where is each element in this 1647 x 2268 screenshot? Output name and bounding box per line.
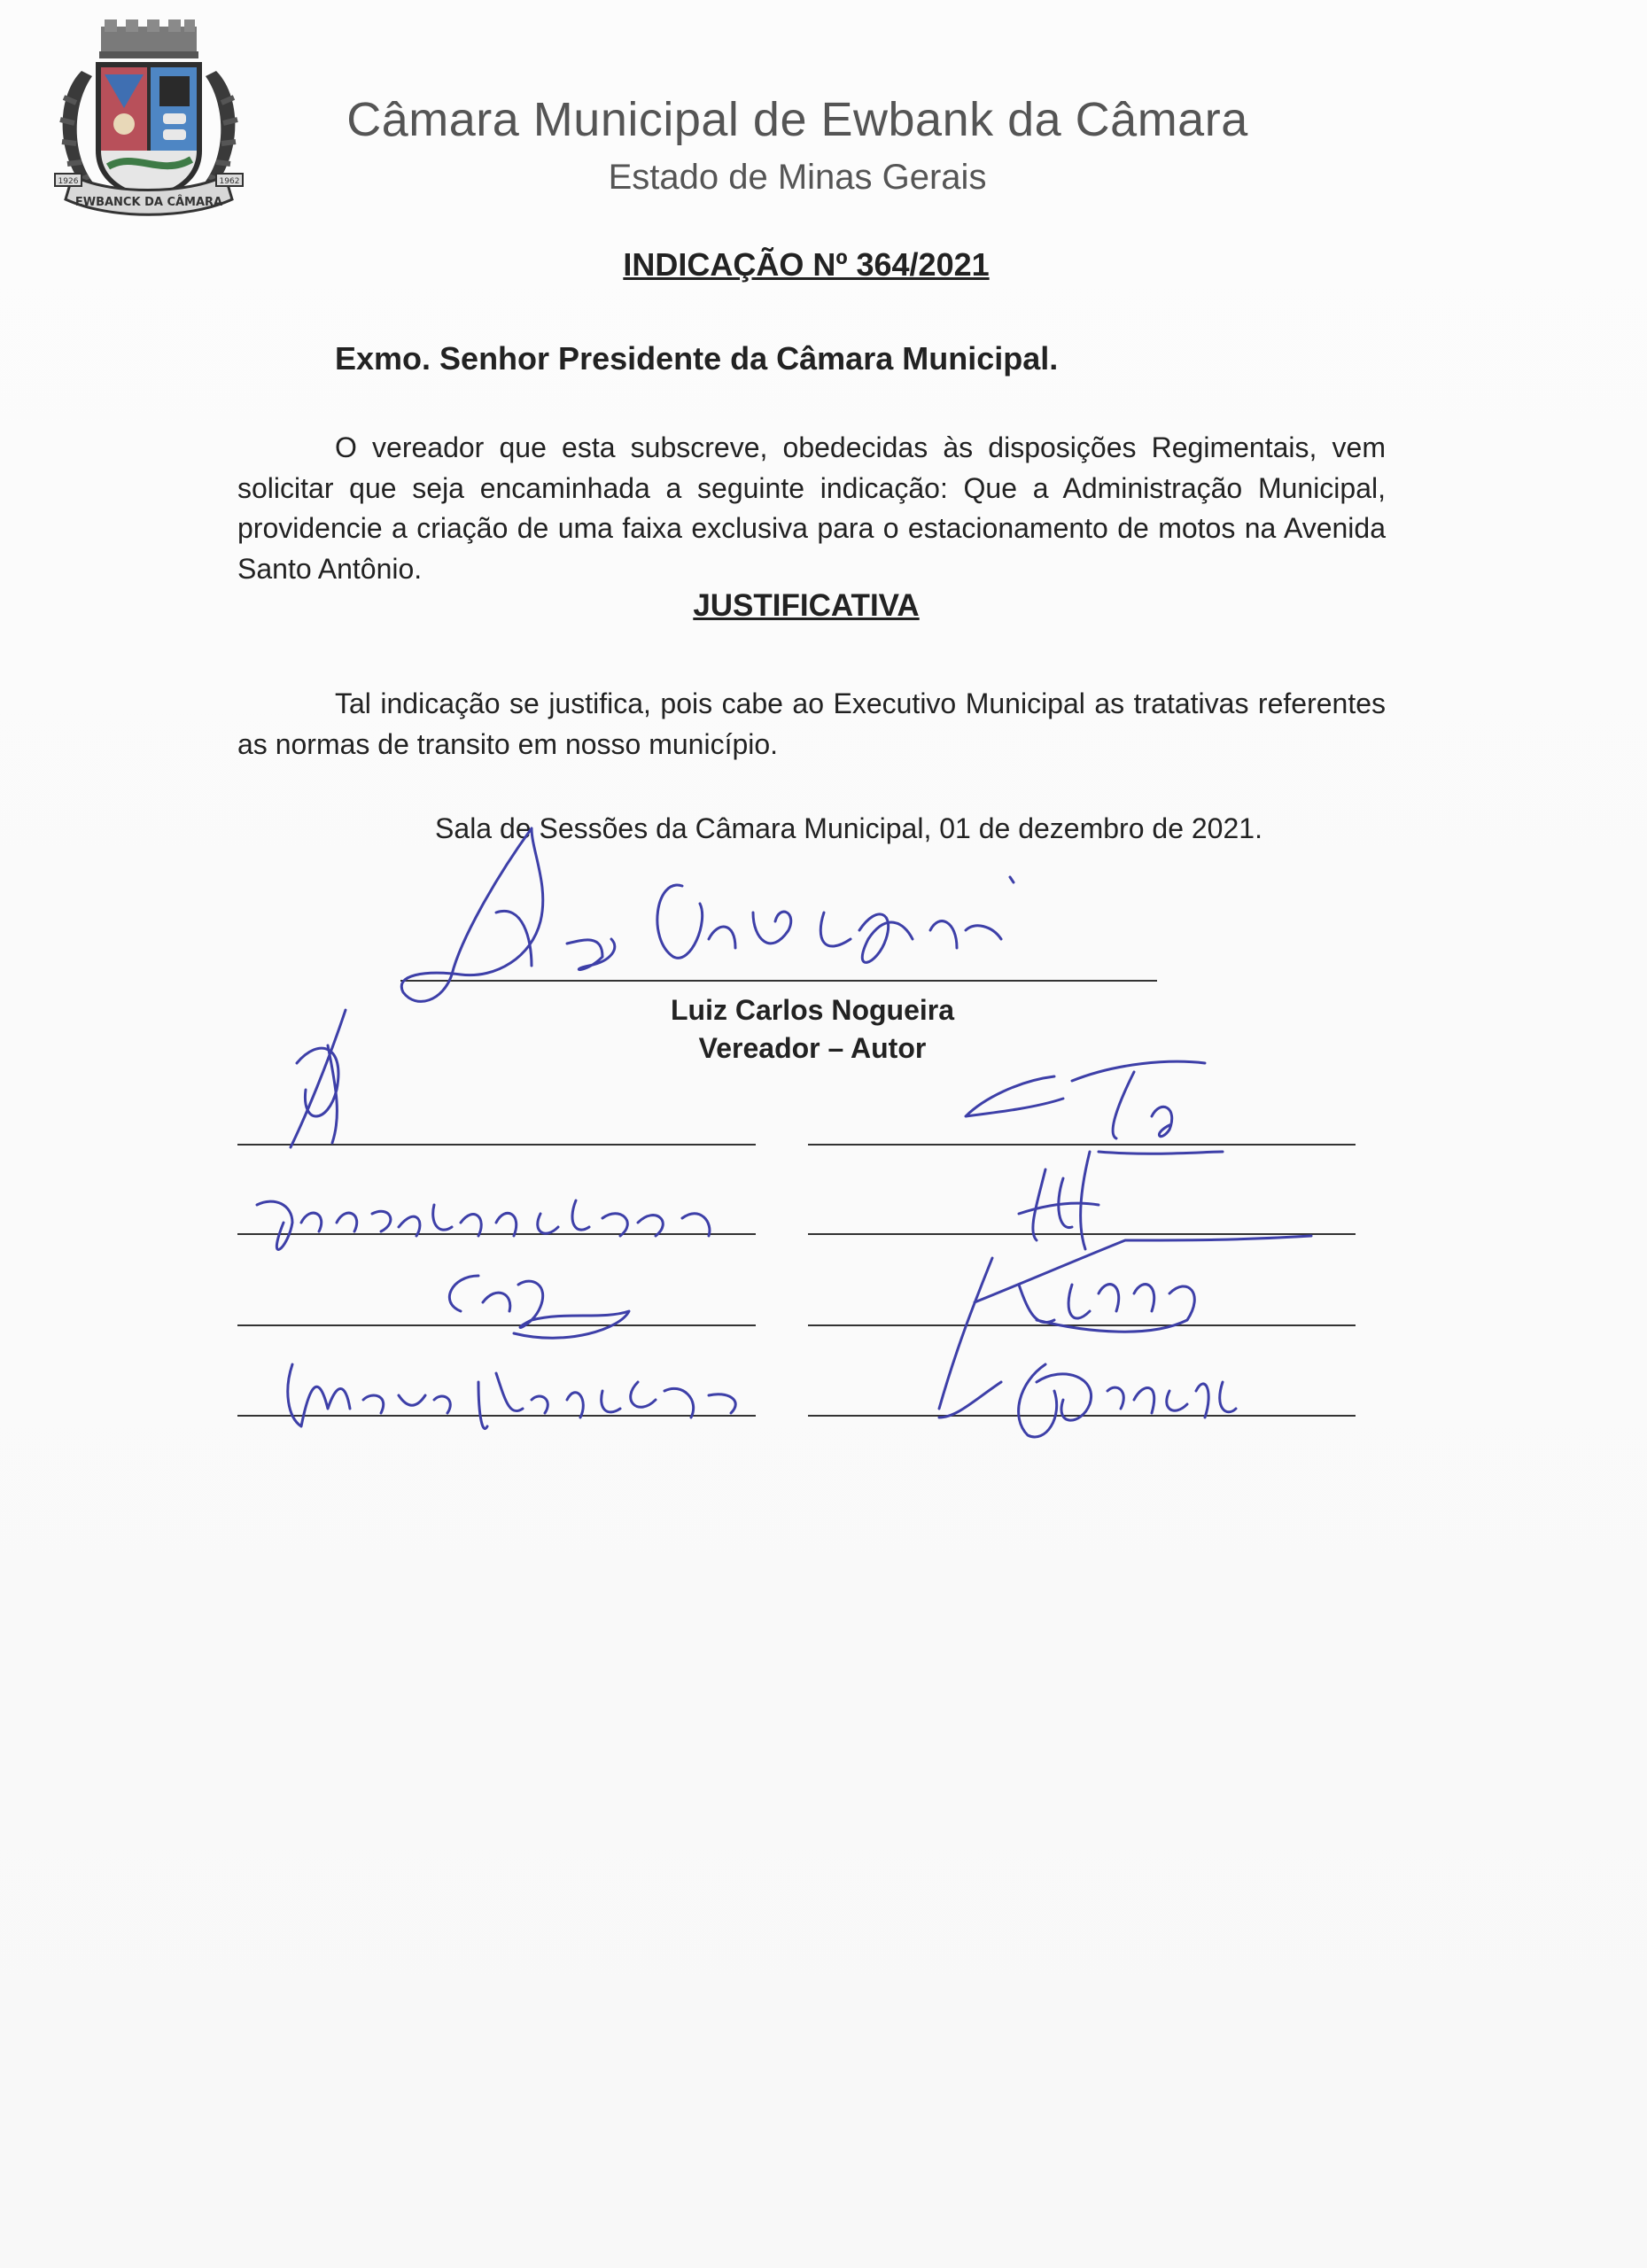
signature-line-left-3: [237, 1324, 756, 1326]
signature-left-3: [449, 1276, 629, 1338]
signature-line-right-4: [808, 1415, 1356, 1417]
signature-line-right-1: [808, 1144, 1356, 1146]
author-role: Vereador – Autor: [698, 1032, 927, 1064]
signature-left-1: [291, 1010, 346, 1147]
signature-right-1: [966, 1061, 1223, 1153]
signature-left-2: [257, 1200, 710, 1249]
signature-line-left-2: [237, 1233, 756, 1235]
signature-line-right-3: [808, 1324, 1356, 1326]
institution-title: Câmara Municipal de Ewbank da Câmara: [346, 93, 1248, 146]
signature-right-4: [939, 1364, 1236, 1437]
author-name: Luiz Carlos Nogueira: [670, 994, 955, 1026]
signature-left-4: [288, 1364, 735, 1429]
institution-subtitle: Estado de Minas Gerais: [608, 158, 987, 197]
signature-line-left-1: [237, 1144, 756, 1146]
body-paragraph: O vereador que esta subscreve, obedecidas às disposições Regimentais, vem solicitar que seja encaminhada a seguinte indicação: Que a Administração Municipal, providencie a criação de uma faixa exclusiva para o estacionamento de motos na Avenida Santo Antônio.: [237, 431, 1386, 585]
salutation: Exmo. Senhor Presidente da Câmara Municipal.: [335, 340, 1059, 377]
signature-right-3: [939, 1236, 1311, 1409]
coat-of-arms-icon: [46, 18, 252, 226]
signature-line-left-4: [237, 1415, 756, 1417]
svg-text:1962: 1962: [219, 177, 240, 186]
author-signature: [401, 828, 1014, 1001]
svg-text:EWBANCK DA CÂMARA: EWBANCK DA CÂMARA: [74, 196, 223, 209]
author-signature-line: [400, 980, 1157, 982]
date-line: Sala de Sessões da Câmara Municipal, 01 de dezembro de 2021.: [435, 812, 1262, 844]
signature-line-right-2: [808, 1233, 1356, 1235]
document-number: INDICAÇÃO Nº 364/2021: [623, 246, 990, 283]
justification-heading: JUSTIFICATIVA: [693, 588, 920, 623]
justification-paragraph: Tal indicação se justifica, pois cabe ao Executivo Municipal as tratativas referentes as normas de transito em nosso município.: [237, 687, 1386, 760]
svg-text:1926: 1926: [58, 177, 79, 186]
